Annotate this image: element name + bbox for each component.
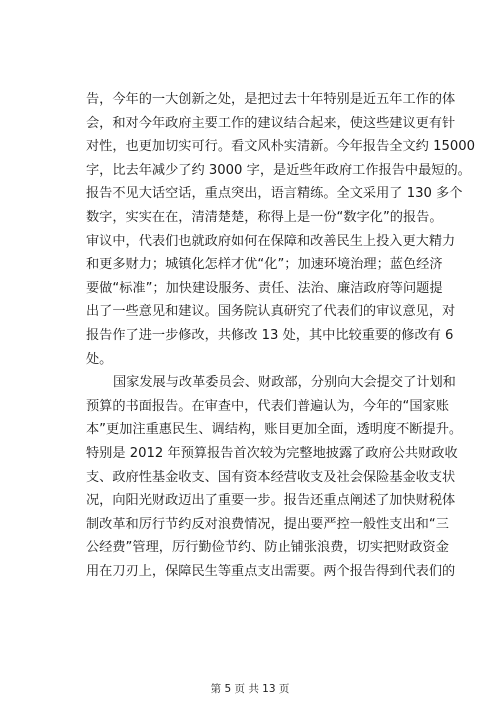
text-line: 报告作了进一步修改，共修改 13 处，其中比较重要的修改有 6 xyxy=(86,327,454,343)
text-line: 公经费”管理，厉行勤俭节约、防止铺张浪费，切实把财政资金 xyxy=(86,540,449,556)
text-line: 要做“标准”；加快建设服务、责任、法治、廉洁政府等问题提 xyxy=(86,280,443,296)
text-line: 预算的书面报告。在审查中，代表们普遍认为，今年的“国家账 xyxy=(86,398,449,414)
text-line: 字，比去年减少了约 3000 字，是近些年政府工作报告中最短的。 xyxy=(86,162,471,178)
text-line: 况，向阳光财政迈出了重要一步。报告还重点阐述了加快财税体 xyxy=(86,493,456,509)
text-line: 用在刀刃上，保障民生等重点支出需要。两个报告得到代表们的 xyxy=(86,563,456,579)
text-line: 数字，实实在在，清清楚楚，称得上是一份“数字化”的报告。 xyxy=(86,209,443,225)
text-line: 制改革和厉行节约反对浪费情况，提出要严控一般性支出和“三 xyxy=(86,516,449,532)
paragraph-first-line: 国家发展与改革委员会、财政部，分别向大会提交了计划和 xyxy=(113,375,456,391)
text-line: 审议中，代表们也就政府如何在保障和改善民生上投入更大精力 xyxy=(86,233,456,249)
text-line: 对性，也更加切实可行。看文风朴实清新。今年报告全文约 15000 xyxy=(86,139,476,155)
text-line: 告，今年的一大创新之处，是把过去十年特别是近五年工作的体 xyxy=(86,92,456,107)
text-line: 处。 xyxy=(86,351,113,367)
body-text xyxy=(86,88,476,583)
text-line: 支、政府性基金收支、国有资本经营收支及社会保险基金收支状 xyxy=(86,469,456,485)
text-line: 本”更加注重惠民生、调结构，账目更加全面，透明度不断提升。 xyxy=(86,422,463,438)
text-line: 特别是 2012 年预算报告首次较为完整地披露了政府公共财政收 xyxy=(86,445,458,461)
text-line: 出了一些意见和建议。国务院认真研究了代表们的审议意见，对 xyxy=(86,304,456,320)
text-line: 和更多财力；城镇化怎样才优“化”；加速环境治理；蓝色经济 xyxy=(86,257,443,273)
text-line: 会，和对今年政府主要工作的建议结合起来，使这些建议更有针 xyxy=(86,115,456,131)
page-number-footer: 第 5 页 共 13 页 xyxy=(210,683,290,695)
text-line: 报告不见大话空话，重点突出，语言精练。全文采用了 130 多个 xyxy=(86,186,463,202)
